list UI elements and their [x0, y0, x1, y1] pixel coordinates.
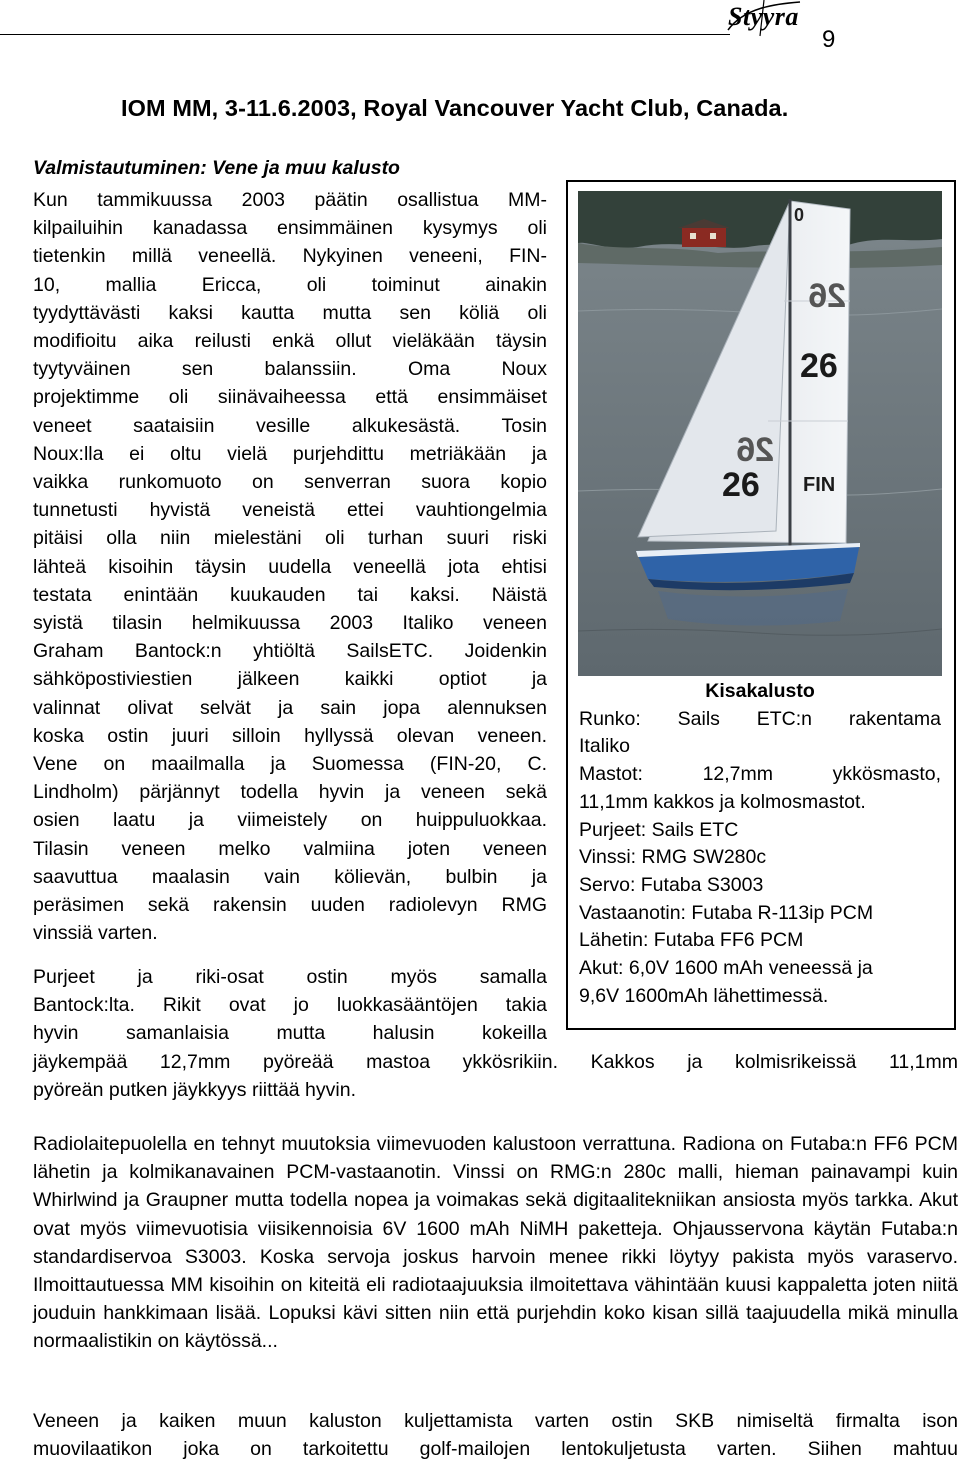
sail-number-mirrored: 26: [808, 277, 846, 315]
paragraph-line: veneet saataisiin vesille alkukesästä. Tosin: [33, 414, 547, 437]
paragraph-line: Lindholm) pärjännyt todella hyvin ja veneen sekä: [33, 781, 547, 804]
equipment-item: Vastaanotin: Futaba R-113ip PCM: [579, 901, 874, 924]
class-insignia: 0: [794, 205, 805, 225]
paragraph-line: testata enintään kuukauden tai kaksi. Näistä: [33, 583, 547, 606]
paragraph-line: Vene on maailmalla ja Suomessa (FIN-20, C.: [33, 753, 547, 776]
paragraph-line: syistä tilasin helmikuussa 2003 Italiko veneen: [33, 612, 547, 635]
paragraph-line: peräsimen sekä rakensin uuden radiolevyn RMG: [33, 894, 547, 917]
paragraph-line: kilpailuihin kanadassa ensimmäinen kysymys oli: [33, 217, 547, 240]
section-heading: Valmistautuminen: Vene ja muu kalusto: [33, 157, 400, 179]
paragraph-line: Veneen ja kaiken muun kaluston kuljettamista varten ostin SKB nimiseltä firmalta ison: [33, 1410, 958, 1432]
paragraph-line: saavuttua maalasin vain kölievän, bulbin ja: [33, 865, 547, 888]
equipment-item: Purjeet: Sails ETC: [579, 818, 739, 841]
paragraph-line: Graham Bantock:n yhtiöltä SailsETC. Joidenkin: [33, 640, 547, 663]
paragraph-2-full: [33, 1048, 958, 1104]
paragraph-line: muovilaatikon joka on tarkoitettu golf-mailojen lentokuljetusta varten. Siihen mahtuu: [33, 1438, 958, 1461]
paragraph-line: hyvin samanlaisia mutta halusin kokeilla: [33, 1022, 547, 1045]
article-title: IOM MM, 3-11.6.2003, Royal Vancouver Yacht Club, Canada.: [121, 95, 789, 121]
paragraph-line: tyydyttävästi kaksi kautta mutta sen köliä oli: [33, 301, 547, 324]
paragraph-line: Bantock:lta. Rikit ovat jo luokkasääntöjen takia: [33, 994, 547, 1017]
paragraph-line: koska ostin juuri silloin hyllyssä olevan veneen.: [33, 724, 547, 747]
sailboat-image: [578, 191, 942, 676]
equipment-item: 9,6V 1600mAh lähettimessä.: [579, 984, 829, 1007]
paragraph-line: tyytyväinen sen balanssiin. Oma Noux: [33, 358, 547, 381]
paragraph-line: vinssiä varten.: [33, 922, 158, 945]
paragraph-1: [33, 186, 547, 947]
paragraph-line: 10, mallia Ericca, oli toiminut ainakin: [33, 273, 547, 296]
paragraph-line: Tilasin veneen melko valmiina joten veneen: [33, 837, 547, 860]
magazine-logo: [728, 2, 799, 32]
paragraph-3: Radiolaitepuolella en tehnyt muutoksia viimevuoden kalustoon verrattuna. Radiona on Futaba:n FF6 PCM lähetin ja kolmikanavainen PCM-vastaanotin. Vinssi on RMG:n 280c malli, hieman painavampi kuin Whirlwind ja Graupner mutta todella nopea ja voimakas sekä digitaalitekniikan ansiosta myös tarkka. Akut ovat myös viimevuotisia viisikennoisia 6V 1600 mAh NiMH paketteja. Ohjausservona käytän Futaba:n standardiservoa S3003. Koska servoja joskus harvoin menee rikki löytyy pakista myös varaservo. Ilmoittautuessa MM kisoihin on kiteitä eli radiotaajuuksia ilmoitettava vähintään kuusi kappaletta joten niitä jouduin hankkimaan lisää. Lopuksi kävi sitten niin että purjehdin koko kisan sillä taajuudella mikä minulla normaalistikin on käytössä...: [33, 1133, 958, 1353]
equipment-title: Kisakalusto: [705, 680, 815, 702]
paragraph-4: [33, 1407, 958, 1463]
paragraph-line: vaikka runkomuoto on senverran suora kopio: [33, 471, 547, 494]
equipment-item: Mastot: 12,7mm ykkösmasto,: [579, 763, 941, 786]
equipment-item: Vinssi: RMG SW280c: [579, 846, 767, 869]
paragraph-line: projektimme oli siinävaiheessa että ensimmäiset: [33, 386, 547, 409]
sail-number-mirrored: 26: [736, 431, 774, 469]
equipment-item: Akut: 6,0V 1600 mAh veneessä ja: [579, 957, 873, 980]
paragraph-line: jäykempää 12,7mm pyöreää mastoa ykkösrikiin. Kakkos ja kolmisrikeissä 11,1mm: [33, 1050, 958, 1073]
page-number: 9: [822, 26, 836, 53]
equipment-item: Italiko: [579, 735, 630, 758]
paragraph-line: osien laatu ja viimeistely on huippuluokkaa.: [33, 809, 547, 832]
sail-letters: FIN: [803, 474, 836, 496]
boat-photo: [578, 191, 942, 676]
sail-number: 26: [800, 347, 838, 385]
equipment-item: Lähetin: Futaba FF6 PCM: [579, 929, 804, 952]
equipment-list: [579, 678, 941, 1010]
paragraph-line: pyöreän putken jäykkyys riittää hyvin.: [33, 1078, 356, 1101]
paragraph-line: valinnat olivat selvät ja sain jopa alennuksen: [33, 696, 547, 719]
paragraph-2-narrow: [33, 963, 547, 1048]
paragraph-line: lähteä kisoihin täysin uudella veneellä jota ehtisi: [33, 555, 547, 578]
equipment-item: Runko: Sails ETC:n rakentama: [579, 707, 941, 730]
paragraph-line: sähköpostiviestien jälkeen kaikki optiot ja: [33, 668, 547, 691]
paragraph-line: pitäisi olla niin mielestäni oli turhan suuri riski: [33, 527, 547, 550]
paragraph-line: tunnetusti hyvistä veneistä ettei vauhtiongelmia: [33, 499, 547, 522]
sail-number: 26: [722, 466, 760, 504]
paragraph-line: modifioitu aika reilusti enkä ollut vieläkään täysin: [33, 330, 547, 353]
paragraph-line: Noux:lla ei oltu vielä purjehdittu metriäkään ja: [33, 442, 547, 465]
equipment-item: 11,1mm kakkos ja kolmosmastot.: [579, 790, 866, 813]
logo-swoosh-icon: [724, 0, 804, 38]
paragraph-line: tietenkin millä veneellä. Nykyinen veneeni, FIN-: [33, 245, 547, 268]
paragraph-line: Purjeet ja riki-osat ostin myös samalla: [33, 966, 547, 988]
header-rule: [0, 34, 730, 35]
paragraph-line: Kun tammikuussa 2003 päätin osallistua MM-: [33, 189, 547, 211]
equipment-item: Servo: Futaba S3003: [579, 873, 764, 896]
logo-text: Styyra: [728, 2, 799, 31]
